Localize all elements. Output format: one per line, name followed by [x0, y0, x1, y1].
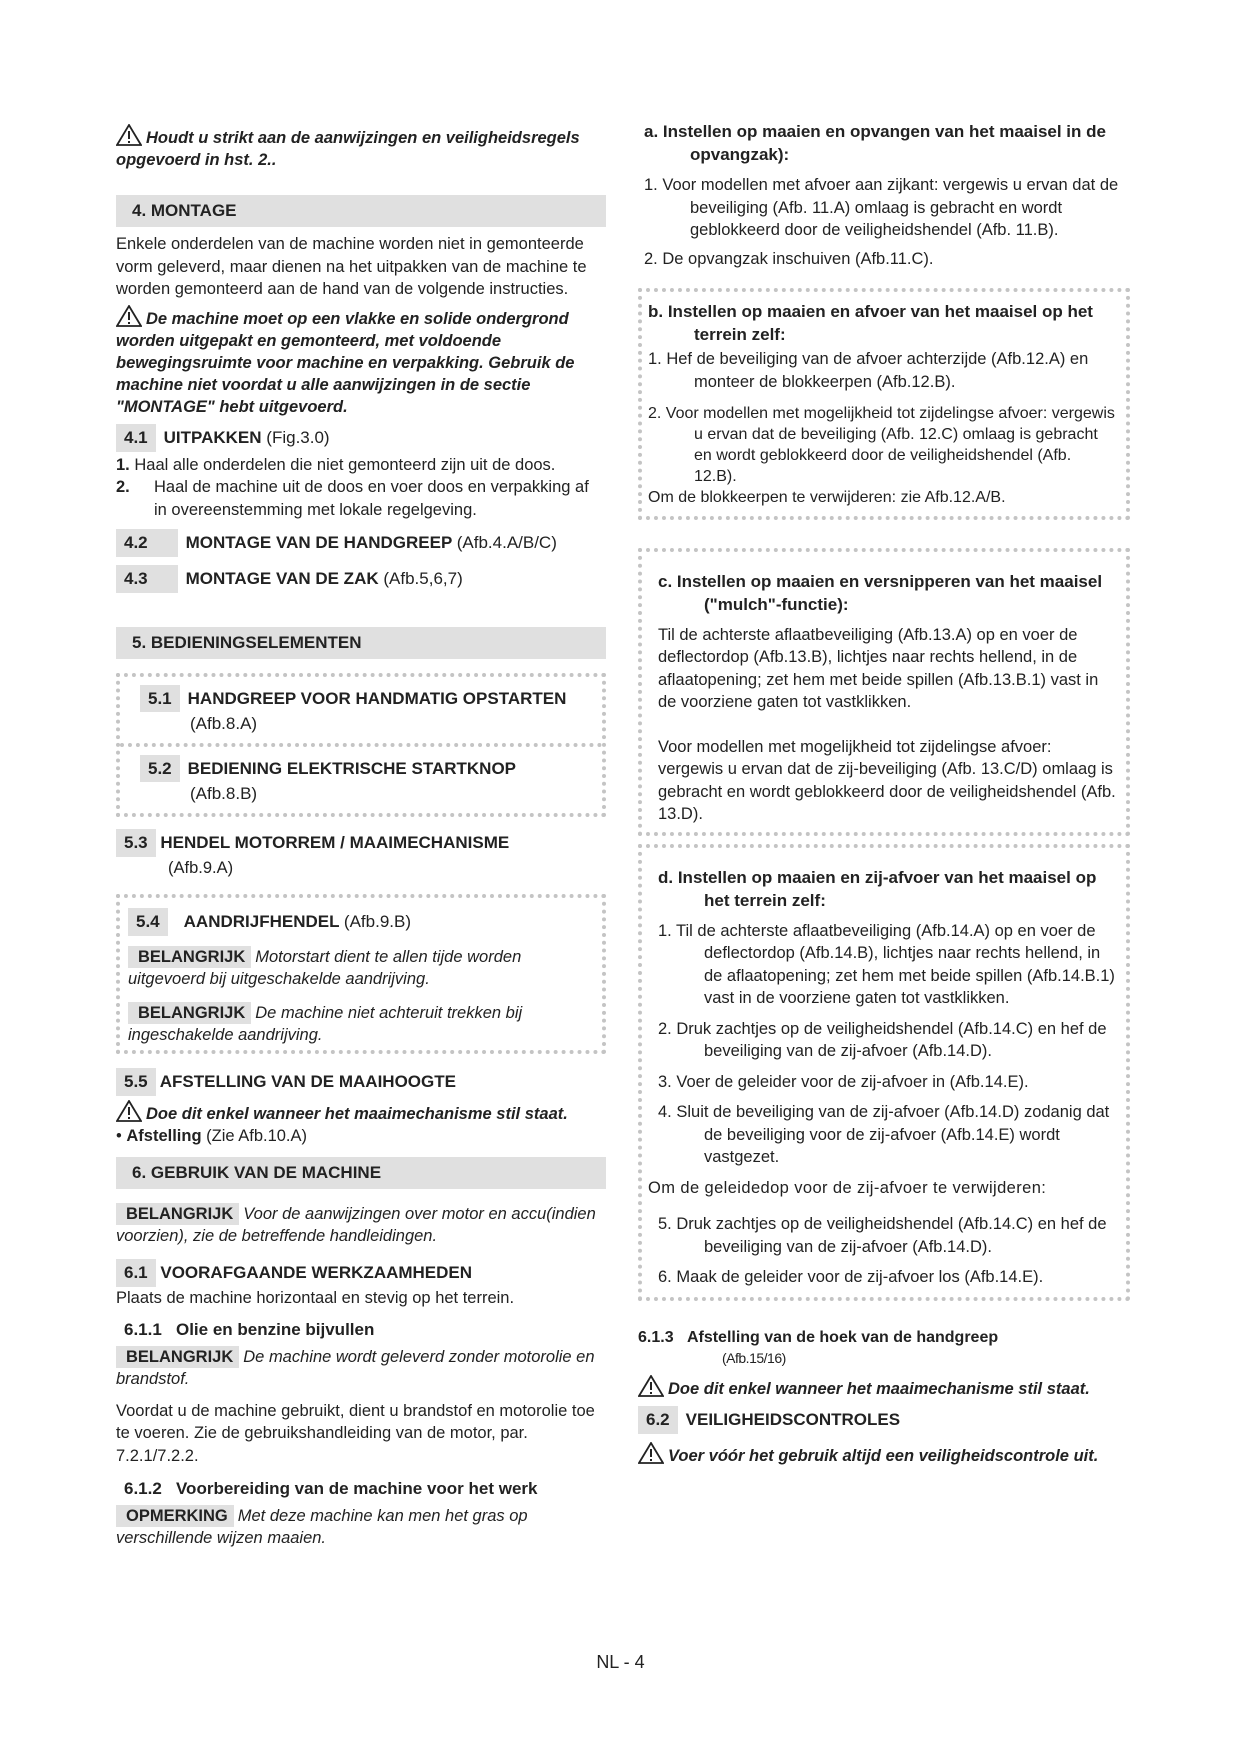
block-b-remove: Om de blokkeerpen te verwijderen: zie Afb.12.A/B. — [648, 489, 1006, 506]
block-c — [638, 548, 1130, 836]
subsection-6-1 — [116, 1259, 606, 1287]
subsection-5-5 — [116, 1068, 606, 1096]
block-c-text-2: Voor modellen met mogelijkheid tot zijdelingse afvoer: vergewis u ervan dat de zij-beveiliging (Afb. 13.C/D) omlaag is gebracht en wordt geblokkeerd door de veiligheidshendel (Afb. 13.D). — [658, 737, 1116, 823]
block-d-title: d. Instellen op maaien en zij-afvoer van het maaisel op het terrein zelf: — [658, 867, 1097, 910]
step-number: 2. — [116, 478, 130, 496]
bullet-bold: Afstelling — [126, 1126, 202, 1145]
height-warning-text: Doe dit enkel wanneer het maaimechanisme stil staat. — [146, 1104, 568, 1123]
subsection-number: 6.1.3 — [638, 1328, 674, 1346]
note-text: Voor de aanwijzingen over motor en accu(indien voorzien), zie de betreffende handleidingen. — [116, 1205, 596, 1245]
block-a-step-1: 1. Voor modellen met afvoer aan zijkant: vergewis u ervan dat de beveiliging (Afb. 11.A) omlaag is gebracht en wordt geblokkeerd door de veiligheidshendel (Afb. 11.B). — [644, 176, 1119, 239]
subsection-number: 6.2 — [638, 1406, 678, 1434]
unpack-step-2 — [116, 476, 606, 521]
subsection-4-1 — [116, 424, 606, 452]
divider — [120, 743, 602, 805]
s611-text: Voordat u de machine gebruikt, dient u brandstof en motorolie toe te voeren. Zie de gebruikshandleiding van de motor, par. 7.2.1/7.2.2. — [116, 1401, 595, 1465]
subsection-title: AANDRIJFHENDEL — [183, 911, 340, 931]
subsection-number: 5.3 — [116, 829, 156, 857]
s62-warning — [638, 1442, 1130, 1467]
block-b-title: b. Instellen op maaien en afvoer van het maaisel op het terrein zelf: — [648, 302, 1093, 344]
subsection-4-3 — [116, 565, 606, 593]
block-d-step-5: 5. Druk zachtjes op de veiligheidshendel (Afb.14.C) en hef de beveiliging van de zij-afvoer (Afb.14.D). — [658, 1215, 1107, 1256]
belangrijk-label: BELANGRIJK — [128, 946, 251, 968]
subsection-number: 5.4 — [128, 908, 168, 936]
block-d-step-4: 4. Sluit de beveiliging van de zij-afvoer (Afb.14.D) zodanig dat de beveiliging voor de zij-afvoer (Afb.14.E) wordt vastgezet. — [658, 1103, 1110, 1166]
warning-icon — [116, 124, 142, 146]
subsection-number: 6.1.2 — [124, 1479, 162, 1498]
warning-icon — [116, 1100, 142, 1122]
figure-ref: (Afb.4.A/B/C) — [456, 533, 557, 552]
subsection-5-3-ref: (Afb.9.A) — [168, 859, 234, 877]
subsection-5-1 — [132, 685, 592, 735]
note-text: De machine niet achteruit trekken bij ingeschakelde aandrijving. — [128, 1003, 523, 1044]
block-a-step-2: 2. De opvangzak inschuiven (Afb.11.C). — [644, 249, 934, 268]
subsection-title: VEILIGHEIDSCONTROLES — [685, 1410, 901, 1429]
subsection-title: MONTAGE VAN DE HANDGREEP — [185, 533, 452, 552]
gebruik-belangrijk — [116, 1203, 606, 1247]
subsection-number: 6.1.1 — [124, 1319, 162, 1339]
block-d-step-6: 6. Maak de geleider voor de zij-afvoer los (Afb.14.E). — [658, 1268, 1044, 1286]
belangrijk-note-2 — [128, 1002, 592, 1046]
section-title-montage: 4. MONTAGE — [116, 195, 606, 227]
subsection-number: 4.1 — [116, 424, 156, 452]
left-column — [116, 120, 606, 1549]
warning-icon — [638, 1375, 664, 1397]
subsection-number: 5.5 — [116, 1068, 156, 1096]
controls-box-5-1-5-2 — [116, 673, 606, 817]
subsection-title: BEDIENING ELEKTRISCHE STARTKNOP — [187, 759, 517, 778]
belangrijk-label: BELANGRIJK — [116, 1203, 239, 1225]
warning-icon — [638, 1442, 664, 1464]
s613-warning-text: Doe dit enkel wanneer het maaimechanisme stil staat. — [668, 1380, 1090, 1398]
block-d — [638, 844, 1130, 1301]
belangrijk-note-1 — [128, 946, 592, 990]
subsection-4-2 — [116, 529, 606, 557]
subsection-number: 5.2 — [140, 755, 180, 782]
subsection-title: Voorbereiding van de machine voor het werk — [175, 1479, 538, 1498]
page-number: NL - 4 — [596, 1652, 645, 1672]
height-warning — [116, 1100, 606, 1125]
step-text: Haal de machine uit de doos en voer doos en verpakking af in overeenstemming met lokale regelgeving. — [154, 478, 589, 519]
block-b-step-1: 1. Hef de beveiliging van de afvoer achterzijde (Afb.12.A) en monteer de blokkeerpen (Afb.12.B). — [648, 350, 1089, 391]
block-a-title: a. Instellen op maaien en opvangen van het maaisel in de opvangzak): — [644, 122, 1106, 164]
subsection-title: Afstelling van de hoek van de handgreep — [686, 1328, 999, 1346]
s612-opmerking — [116, 1505, 606, 1549]
subsection-number: 6.1 — [116, 1259, 156, 1287]
subsection-number: 4.3 — [116, 565, 178, 593]
s613-warning — [638, 1375, 1130, 1400]
belangrijk-label: BELANGRIJK — [116, 1346, 239, 1368]
subsection-number: 5.1 — [140, 685, 180, 712]
note-text: De machine wordt geleverd zonder motorolie en brandstof. — [116, 1347, 595, 1388]
figure-ref: (Zie Afb.10.A) — [206, 1126, 308, 1145]
montage-text: Enkele onderdelen van de machine worden niet in gemonteerde vorm geleverd, maar dienen na het uitpakken van de machine te worden gemonteerd aan de hand van de volgende instructies. — [116, 235, 587, 298]
subsection-title: UITPAKKEN — [163, 427, 262, 447]
section-title-bediening: 5. BEDIENINGSELEMENTEN — [116, 627, 606, 659]
figure-ref: (Afb.5,6,7) — [383, 569, 463, 588]
s611-belangrijk — [116, 1346, 606, 1390]
block-c-title: c. Instellen op maaien en versnipperen van het maaisel ("mulch"-functie): — [658, 571, 1103, 614]
controls-box-5-4 — [116, 894, 606, 1054]
right-column — [638, 120, 1130, 1467]
note-text: Met deze machine kan men het gras op verschillende wijzen maaien. — [116, 1507, 528, 1547]
subsection-6-1-1 — [116, 1320, 606, 1340]
height-bullet: • Afstelling (Zie Afb.10.A) — [116, 1126, 308, 1145]
subsection-5-3 — [116, 829, 606, 857]
subsection-title: AFSTELLING VAN DE MAAIHOOGTE — [159, 1071, 456, 1091]
block-a — [638, 120, 1130, 270]
subsection-title: Olie en benzine bijvullen — [175, 1319, 375, 1339]
subsection-5-2 — [132, 755, 592, 805]
figure-ref: (Afb.9.B) — [343, 911, 412, 931]
block-c-text-1: Til de achterste aflaatbeveiliging (Afb.13.A) op en voer de deflectordop (Afb.13.B), lichtjes naar rechts hellend, in de aflaatopening; zet hem met beide spillen (Afb.13.B.1) vast in de voorziene gaten tot vastklikken. — [658, 625, 1099, 711]
figure-ref: (Fig.3.0) — [266, 427, 330, 447]
belangrijk-label: BELANGRIJK — [128, 1002, 251, 1024]
block-d-step-1: 1. Til de achterste aflaatbeveiliging (Afb.14.A) op en voer de deflectordop (Afb.14.B), lichtjes naar rechts hellend, in de aflaatopening; zet hem met beide spillen (Afb.14.B.1) vast in de voorziene gaten tot vastklikken. — [658, 921, 1115, 1007]
block-d-step-3: 3. Voer de geleider voor de zij-afvoer in (Afb.14.E). — [658, 1072, 1029, 1091]
subsection-title: MONTAGE VAN DE ZAK — [185, 569, 379, 588]
intro-warning — [116, 124, 606, 171]
block-b — [638, 288, 1130, 520]
s613-ref: (Afb.15/16) — [722, 1349, 786, 1366]
s61-text: Plaats de machine horizontaal en stevig op het terrein. — [116, 1289, 515, 1307]
block-d-remove: Om de geleidedop voor de zij-afvoer te verwijderen: — [648, 1178, 1047, 1197]
montage-warning-text: De machine moet op een vlakke en solide ondergrond worden uitgepakt en gemonteerd, met voldoende bewegingsruimte voor machine en verpakking. Gebruik de machine niet voordat u alle aanwijzingen in de sectie "MONTAGE" hebt uitgevoerd. — [116, 309, 575, 416]
intro-warning-text: Houdt u strikt aan de aanwijzingen en veiligheidsregels opgevoerd in hst. 2.. — [116, 129, 580, 169]
unpack-step-1 — [116, 454, 606, 477]
subsection-title: HENDEL MOTORREM / MAAIMECHANISME — [160, 833, 510, 852]
block-d-step-2: 2. Druk zachtjes op de veiligheidshendel (Afb.14.C) en hef de beveiliging van de zij-afvoer (Afb.14.D). — [658, 1019, 1107, 1060]
note-text: Motorstart dient te allen tijde worden uitgevoerd bij uitgeschakelde aandrijving. — [128, 947, 522, 988]
subsection-6-2 — [638, 1406, 1130, 1434]
warning-icon — [116, 305, 142, 327]
subsection-6-1-2 — [116, 1479, 606, 1499]
subsection-title: HANDGREEP VOOR HANDMATIG OPSTARTEN — [187, 689, 567, 708]
step-number: 1. — [116, 455, 130, 474]
opmerking-label: OPMERKING — [116, 1505, 234, 1527]
figure-ref: (Afb.8.A) — [190, 714, 258, 733]
subsection-title: VOORAFGAANDE WERKZAAMHEDEN — [160, 1263, 473, 1282]
subsection-number: 4.2 — [116, 529, 178, 557]
section-title-gebruik: 6. GEBRUIK VAN DE MACHINE — [116, 1157, 606, 1189]
subsection-5-4 — [128, 908, 592, 936]
montage-warning — [116, 305, 606, 418]
figure-ref: (Afb.8.B) — [190, 784, 258, 803]
step-text: Haal alle onderdelen die niet gemonteerd zijn uit de doos. — [134, 455, 556, 474]
subsection-6-1-3 — [638, 1329, 1130, 1347]
s62-warning-text: Voer vóór het gebruik altijd een veiligheidscontrole uit. — [668, 1447, 1099, 1465]
block-b-step-2: 2. Voor modellen met mogelijkheid tot zijdelingse afvoer: vergewis u ervan dat de beveiliging (Afb. 12.C) omlaag is gebracht en wordt geblokkeerd door de veiligheidshendel (Afb. 12.B). — [648, 405, 1115, 485]
